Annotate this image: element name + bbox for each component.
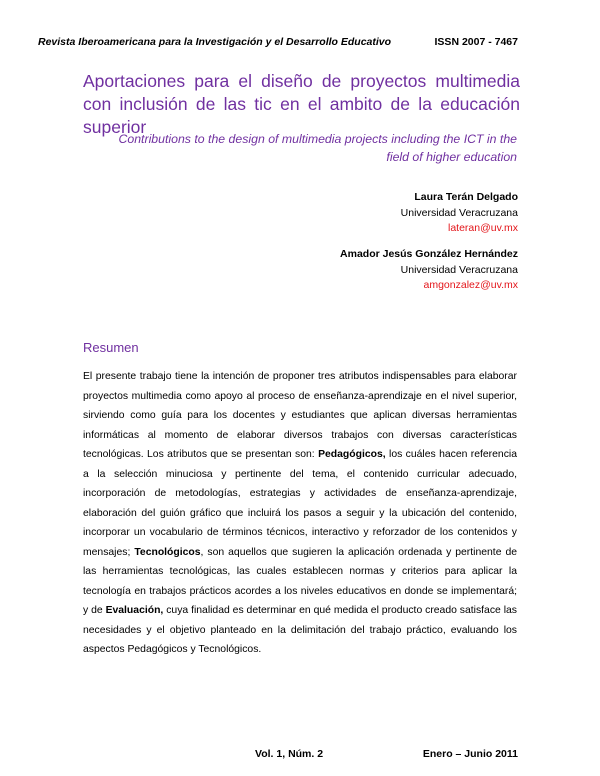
volume-number: Vol. 1, Núm. 2 xyxy=(255,748,324,760)
author-name: Laura Terán Delgado xyxy=(414,191,518,203)
author-block xyxy=(401,190,518,237)
abstract-keyword-tecnologicos: Tecnológicos xyxy=(134,546,201,558)
journal-name: Revista Iberoamericana para la Investigación y el Desarrollo Educativo xyxy=(38,36,392,48)
author-email[interactable]: lateran@uv.mx xyxy=(448,222,518,234)
abstract-heading: Resumen xyxy=(83,340,139,355)
abstract-text: cuya finalidad es determinar en qué medida el producto creado satisface las necesidades y el objetivo planteado en la delimitación del trabajo práctico, evaluando los aspectos Pedagógicos y Tecnológicos. xyxy=(83,605,517,655)
paper-title: Aportaciones para el diseño de proyectos multimedia con inclusión de las tic en el ambito de la educación superior xyxy=(83,71,520,137)
abstract-keyword-pedagogicos: Pedagógicos, xyxy=(318,449,386,460)
abstract-text: , son aquellos que sugieren la aplicación ordenada y pertinente de las herramientas tecnológicas, las cuales establecen normas y criterios para aplicar la tecnología en trabajos prácticos acordes a los niveles educativos en donde se implementará; y de xyxy=(83,546,517,616)
author-block xyxy=(340,247,518,294)
paper-subtitle-english: Contributions to the design of multimedia projects including the ICT in the field of higher education xyxy=(118,132,517,164)
abstract-text: El presente trabajo tiene la intención de proponer tres atributos indispensables para elaborar proyectos multimedia como apoyo al proceso de enseñanza-aprendizaje en el nivel superior, sirviendo como guía para los docentes y estudiantes que aplican diversas herramientas informáticas al momento de elaborar diversos trabajos con diversas características tecnológicas. Los atributos que se presentan son: xyxy=(83,371,517,460)
author-name: Amador Jesús González Hernández xyxy=(340,248,518,260)
issn: ISSN 2007 - 7467 xyxy=(434,36,518,48)
author-affiliation: Universidad Veracruzana xyxy=(400,206,518,219)
issue-date: Enero – Junio 2011 xyxy=(422,748,518,760)
author-affiliation: Universidad Veracruzana xyxy=(400,263,518,276)
abstract-keyword-evaluacion: Evaluación, xyxy=(105,605,164,616)
abstract-body xyxy=(83,367,517,660)
author-email[interactable]: amgonzalez@uv.mx xyxy=(423,279,518,291)
abstract-text: los cuáles hacen referencia a la selección minuciosa y pertinente del tema, el contenido curricular adecuado, incorporación de metodologías, estrategias y actividades de enseñanza-aprendizaje, elaboración del guión gráfico que incluirá los pasos a seguir y la ubicación del contenido, incorporar un vocabulario de términos técnicos, interactivo y reforzador de los contenidos y mensajes; xyxy=(83,449,517,558)
